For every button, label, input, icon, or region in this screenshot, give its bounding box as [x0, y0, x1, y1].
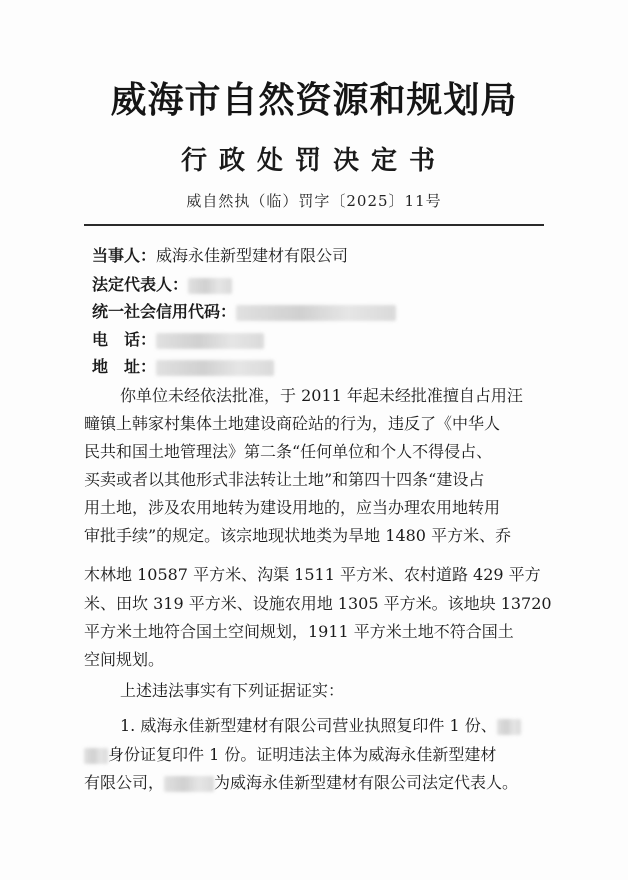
- phone-label: 电 话：: [92, 330, 157, 349]
- header-divider: [84, 224, 544, 226]
- redacted-name: [497, 719, 521, 735]
- redacted-name: [164, 776, 214, 792]
- address-label: 地 址：: [92, 357, 157, 376]
- body-line: 审批手续”的规定。该宗地现状地类为旱地 1480 平方米、乔: [84, 526, 512, 545]
- party-name-row: [92, 246, 348, 266]
- legal-rep-row: [92, 275, 232, 295]
- party-name-value: 威海永佳新型建材有限公司: [156, 246, 349, 265]
- evidence-item-1-text: 1. 威海永佳新型建材有限公司营业执照复印件 1 份、: [120, 716, 497, 735]
- credit-code-label: 统一社会信用代码：: [92, 302, 237, 321]
- credit-code-row: [92, 302, 396, 322]
- evidence-item-1-end: [84, 773, 518, 793]
- body-line: 你单位未经依法批准，于 2011 年起未经批准擅自占用汪: [120, 386, 523, 405]
- phone-row: [92, 330, 264, 350]
- body-line: 平方米土地符合国土空间规划，1911 平方米土地不符合国土: [84, 622, 514, 641]
- body-line: 用土地，涉及农用地转为建设用地的，应当办理农用地转用: [84, 498, 501, 517]
- body-line: 木林地 10587 平方米、沟渠 1511 平方米、农村道路 429 平方: [84, 565, 541, 584]
- evidence-item-1-end-text-a: 有限公司，: [84, 773, 165, 792]
- evidence-item-1-cont-text: 身份证复印件 1 份。证明违法主体为威海永佳新型建材: [108, 745, 497, 764]
- redacted-name: [84, 748, 108, 764]
- body-line: 空间规划。: [84, 650, 165, 669]
- redacted-phone: [156, 333, 264, 349]
- body-line: 民共和国土地管理法》第二条“任何单位和个人不得侵占、: [84, 442, 493, 461]
- evidence-item-1-end-text-b: 为威海永佳新型建材有限公司法定代表人。: [214, 773, 519, 792]
- redacted-address: [156, 360, 274, 376]
- evidence-intro: 上述违法事实有下列证据证实：: [120, 681, 345, 700]
- body-line: 疃镇上韩家村集体土地建设商砼站的行为，违反了《中华人: [84, 414, 501, 433]
- evidence-item-1: [120, 716, 521, 736]
- document-number: 威自然执（临）罚字〔2025〕11号: [186, 192, 442, 210]
- legal-rep-label: 法定代表人：: [92, 275, 189, 294]
- body-line: 买卖或者以其他形式非法转让土地”和第四十四条“建设占: [84, 470, 485, 489]
- document-title: 行政处罚决定书: [180, 146, 447, 176]
- evidence-item-1-cont: [84, 745, 496, 765]
- redacted-rep-name: [188, 278, 232, 294]
- party-name-label: 当事人：: [92, 246, 157, 265]
- redacted-credit-code: [236, 305, 396, 321]
- agency-title: 威海市自然资源和规划局: [110, 80, 518, 121]
- body-line: 米、田坎 319 平方米、设施农用地 1305 平方米。该地块 13720: [84, 594, 552, 613]
- address-row: [92, 357, 274, 377]
